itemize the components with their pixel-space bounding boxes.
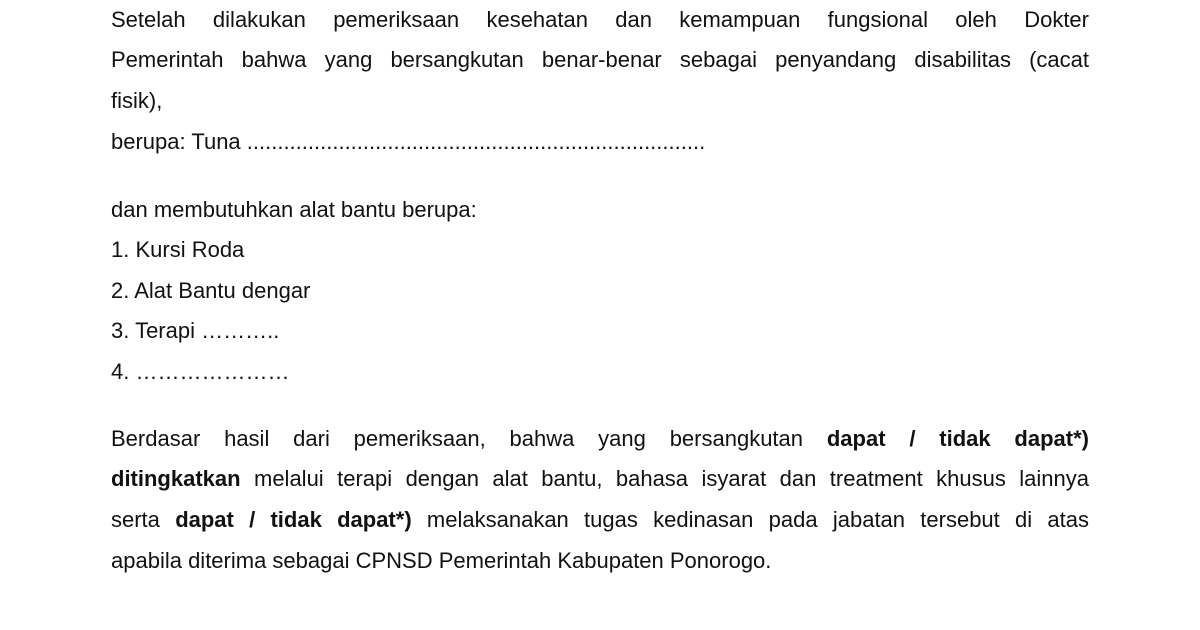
paragraph-2-line-2-text: melalui terapi dengan alat bantu, bahasa isyarat dan treatment khusus lainnya [254, 466, 1089, 491]
document-page [111, 0, 1089, 630]
alat-bantu-item-1: 1. Kursi Roda [111, 237, 245, 262]
paragraph-2-line-2 [111, 465, 1089, 493]
paragraph-2-line-3-text: melaksanakan tugas kedinasan pada jabatan tersebut di atas [426, 507, 1089, 532]
alat-bantu-item-3: 3. Terapi ……….. [111, 318, 280, 343]
alat-bantu-intro: dan membutuhkan alat bantu berupa: [111, 197, 477, 222]
paragraph-1-line-2: Pemerintah bahwa yang bersangkutan benar-benar sebagai penyandang disabilitas (cacat [111, 47, 1089, 72]
paragraph-2-line-1-text: Berdasar hasil dari pemeriksaan, bahwa yang bersangkutan [111, 426, 804, 451]
paragraph-2-line-2-bold: ditingkatkan [111, 466, 241, 491]
paragraph-2-line-3 [111, 506, 1089, 534]
paragraph-1-line-3: fisik), [111, 88, 163, 113]
paragraph-2-line-1-bold: dapat / tidak dapat*) [826, 426, 1089, 451]
paragraph-2-line-3-bold: dapat / tidak dapat*) [175, 507, 412, 532]
paragraph-1-line-1: Setelah dilakukan pemeriksaan kesehatan dan kemampuan fungsional oleh Dokter [111, 7, 1089, 32]
paragraph-2-line-4: apabila diterima sebagai CPNSD Pemerintah Kabupaten Ponorogo. [111, 548, 772, 573]
alat-bantu-item-2: 2. Alat Bantu dengar [111, 278, 311, 303]
paragraph-2-line-3-start: serta [111, 507, 160, 532]
berupa-tuna-line: berupa: Tuna ........................................................................... [111, 129, 706, 154]
alat-bantu-item-4: 4. ………………… [111, 359, 290, 384]
paragraph-2-line-1 [111, 425, 1089, 453]
